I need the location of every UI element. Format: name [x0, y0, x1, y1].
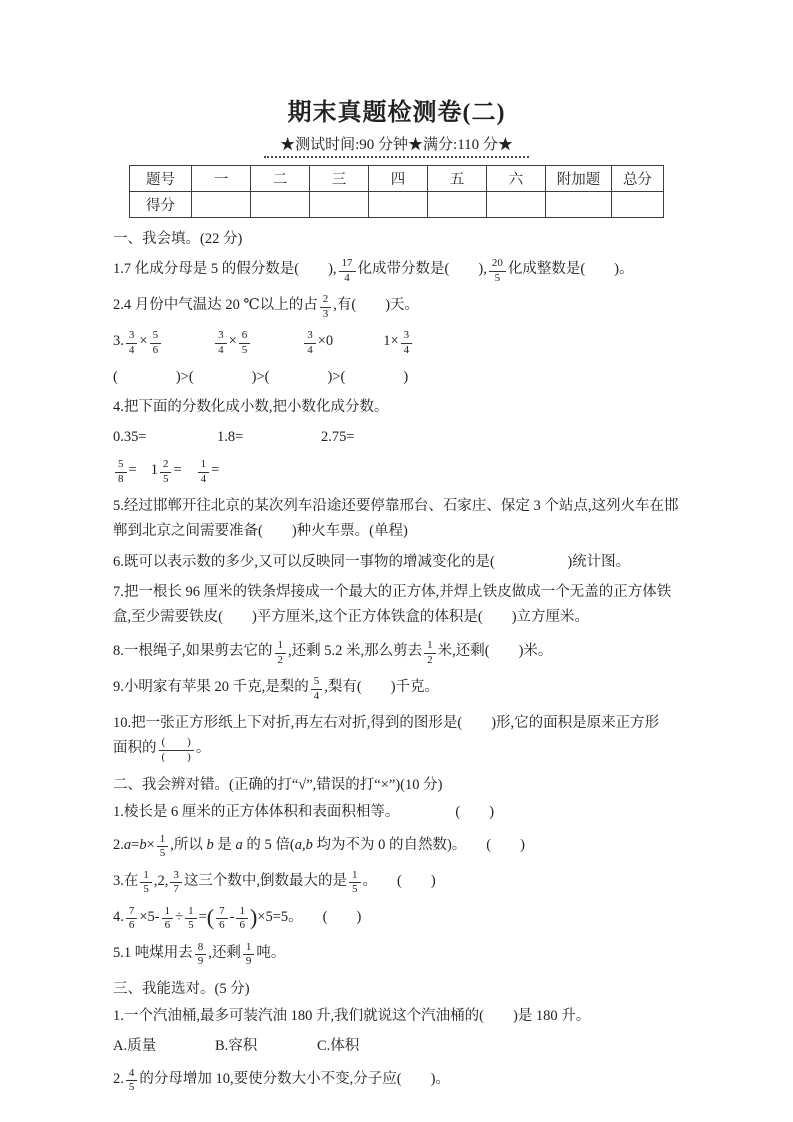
fraction-denominator: 9	[245, 955, 252, 968]
fraction-numerator: 7	[126, 906, 138, 920]
fraction	[115, 459, 127, 485]
fraction-denominator: 6	[239, 919, 245, 932]
score-table-score-row	[130, 192, 664, 218]
score-table	[129, 165, 664, 218]
multiply-sign: ×	[146, 836, 155, 853]
multiply-sign: ×	[139, 333, 148, 350]
minus-sign: -	[229, 908, 235, 925]
answer-blank: ( )	[322, 908, 362, 925]
exam-content	[113, 92, 680, 1103]
question-s2-5	[113, 941, 680, 968]
question-s2-4	[113, 905, 680, 932]
q-line: 7.把一根长 96 厘米的铁条焊接成一个最大的正方体,并焊上铁皮做成一个无盖的正方体铁	[113, 584, 672, 601]
fraction-numerator: 1	[349, 870, 361, 884]
fraction	[275, 640, 287, 666]
header-cell-question-no: 题号	[130, 166, 192, 192]
fraction	[198, 459, 210, 485]
answer-blank: ( )	[486, 836, 525, 853]
fraction	[140, 870, 152, 896]
fraction-numerator: 1	[185, 906, 197, 920]
header-cell-6: 六	[487, 166, 546, 192]
section1-heading: 一、我会填。(22 分)	[113, 231, 243, 247]
fraction-numerator: 3	[215, 330, 227, 344]
exam-info: ★测试时间:90 分钟★满分:110 分★	[264, 133, 529, 158]
expression-3	[302, 329, 334, 356]
question-s1-1	[113, 257, 680, 284]
question-s1-4	[113, 395, 680, 419]
fraction-numerator: 3	[401, 330, 413, 344]
fraction	[424, 640, 436, 666]
question-s3-1	[113, 1004, 680, 1028]
fraction-denominator: 6	[128, 919, 135, 932]
header-cell-5: 五	[428, 166, 487, 192]
q-text: 化成整数是( )。	[507, 261, 634, 277]
fraction-numerator: ( )	[159, 737, 194, 751]
score-cell	[487, 192, 546, 218]
operator-text: ×5-	[139, 908, 160, 925]
fraction-denominator: 6	[164, 919, 171, 932]
fraction-denominator: 4	[403, 343, 410, 356]
fraction-denominator: ( )	[161, 751, 191, 763]
fraction-numerator: 20	[489, 258, 506, 272]
fraction	[489, 258, 506, 284]
q-text: 均为不为 0 的自然数)。	[312, 836, 467, 853]
fraction-denominator: 4	[313, 689, 320, 702]
q-text: 米,还剩( )米。	[437, 643, 553, 660]
answer-blank: ( )	[397, 872, 436, 889]
q-text: 面积的	[113, 740, 157, 757]
fraction-denominator: 9	[197, 955, 204, 968]
fraction	[304, 330, 316, 356]
question-s2-2	[113, 833, 680, 860]
score-cell	[612, 192, 664, 218]
question-s3-2	[113, 1067, 680, 1094]
q-text: ,梨有( )千克。	[324, 679, 440, 696]
compare-blanks: ( )>( )>( )>( )	[113, 369, 409, 386]
fraction-numerator: 5	[150, 330, 162, 344]
equals-sign: =	[128, 462, 137, 479]
q-text: 1×	[383, 333, 399, 350]
equals-sign: =	[198, 908, 207, 925]
variable: a,b	[294, 836, 313, 853]
fraction-numerator: 7	[216, 906, 228, 920]
fraction-denominator: 5	[128, 1081, 135, 1094]
expression-2	[213, 329, 252, 356]
q-text: 是	[213, 836, 236, 853]
fraction-numerator: 2	[320, 294, 332, 308]
q-text: ,2,	[153, 872, 169, 889]
fraction	[126, 1068, 138, 1094]
option-b: B.容积	[215, 1037, 258, 1054]
expression-1	[113, 329, 163, 356]
q-text: 。	[362, 872, 377, 889]
fraction	[236, 906, 248, 932]
q-text: 吨。	[256, 944, 286, 961]
question-s1-4-fractions-line	[113, 458, 680, 485]
q-text: 3.在	[113, 872, 139, 889]
fraction-denominator: 5	[241, 343, 248, 356]
convert-item: 2.75=	[321, 429, 355, 446]
fraction-denominator: 4	[344, 271, 350, 284]
multiply-sign: ×	[228, 333, 237, 350]
fraction-denominator: 6	[152, 343, 159, 356]
fraction-numerator: 6	[239, 330, 251, 344]
multiply-by-zero: ×0	[317, 333, 334, 350]
question-s1-4-decimals-line	[113, 425, 680, 449]
question-s1-5	[113, 494, 680, 544]
fraction-denominator: 4	[200, 472, 207, 485]
fraction	[162, 906, 174, 932]
question-s1-3	[113, 329, 680, 356]
q-text: 9.小明家有苹果 20 千克,是梨的	[113, 679, 309, 696]
option-c: C.体积	[317, 1037, 360, 1054]
q-text: 1.7 化成分母是 5 的假分数是( ),	[113, 261, 337, 277]
fraction-denominator: 6	[219, 919, 225, 932]
fraction-denominator: 2	[277, 653, 283, 666]
score-cell	[251, 192, 310, 218]
q-line: 10.把一张正方形纸上下对折,再左右对折,得到的图形是( )形,它的面积是原来正方形	[113, 715, 660, 732]
fraction-numerator: 1	[198, 459, 210, 473]
fraction	[215, 330, 227, 356]
score-cell	[310, 192, 369, 218]
fraction	[339, 258, 356, 284]
score-row-label: 得分	[130, 192, 192, 218]
fraction-denominator: 5	[162, 472, 169, 485]
header-cell-4: 四	[369, 166, 428, 192]
fraction-numerator: 4	[126, 1068, 138, 1082]
fraction-numerator: 1	[243, 942, 255, 956]
q-text: 2.4 月份中气温达 20 ℃以上的占	[113, 297, 318, 314]
fraction	[150, 330, 162, 356]
convert-item: 0.35=	[113, 429, 147, 446]
question-s1-10	[113, 711, 680, 763]
fraction-numerator: 1	[162, 906, 174, 920]
exam-info-row	[113, 133, 680, 158]
fraction-numerator: 1	[236, 906, 248, 920]
fraction	[126, 906, 138, 932]
section3-heading: 三、我能选对。(5 分)	[113, 980, 250, 997]
fraction-denominator: 5	[494, 271, 501, 284]
q-text: ,有( )天。	[333, 297, 420, 314]
fraction	[170, 870, 182, 896]
fraction-numerator: 1	[275, 640, 287, 654]
fraction-numerator: 3	[126, 330, 138, 344]
q-text: 3.	[113, 333, 124, 350]
fraction-numerator: 2	[160, 459, 172, 473]
q-text: 。	[195, 740, 211, 757]
fraction	[243, 942, 255, 968]
variable: b	[139, 836, 147, 853]
question-s1-9	[113, 675, 680, 702]
question-s1-3-compare-line	[113, 365, 680, 389]
score-cell	[428, 192, 487, 218]
convert-item: 1.8=	[217, 429, 244, 446]
q-text: 5.1 吨煤用去	[113, 944, 193, 961]
q-text: 的 5 倍(	[242, 836, 295, 853]
q-text: 2.	[113, 1070, 124, 1087]
convert-item	[196, 458, 220, 485]
fraction	[157, 834, 169, 860]
fraction-denominator: 5	[352, 883, 358, 896]
fraction-denominator: 3	[322, 307, 329, 320]
question-s1-6	[113, 550, 680, 574]
question-s2-1	[113, 800, 680, 824]
fraction-numerator: 17	[339, 258, 356, 272]
variable: a	[123, 836, 132, 853]
fraction	[239, 330, 251, 356]
q-text: 2.	[113, 836, 124, 853]
fraction	[195, 942, 207, 968]
q-line: 5.经过邯郸开往北京的某次列车沿途还要停靠邢台、石家庄、保定 3 个站点,这列火车在邯	[113, 498, 679, 515]
header-cell-1: 一	[192, 166, 251, 192]
fraction-numerator: 1	[157, 834, 169, 848]
question-s1-7	[113, 580, 680, 630]
header-cell-total: 总分	[612, 166, 664, 192]
q-text: 4.把下面的分数化成小数,把小数化成分数。	[113, 399, 389, 416]
q-text: ,所以	[170, 836, 207, 853]
convert-item	[150, 458, 182, 485]
header-cell-3: 三	[310, 166, 369, 192]
equals-sign: =	[211, 462, 220, 479]
fraction	[401, 330, 413, 356]
q-text: 的分母增加 10,要使分数大小不变,分子应( )。	[139, 1070, 450, 1087]
q-line: 盒,至少需要铁皮( )平方厘米,这个正方体铁盒的体积是( )立方厘米。	[113, 609, 590, 626]
fraction-numerator: 1	[424, 640, 436, 654]
q-text: 4.	[113, 908, 124, 925]
mixed-number-whole: 1	[150, 462, 158, 479]
fraction-numerator: 3	[170, 870, 182, 884]
fraction-numerator: 8	[195, 942, 207, 956]
fraction-numerator: 5	[311, 676, 323, 690]
fraction	[216, 906, 228, 932]
score-cell	[546, 192, 612, 218]
fraction-denominator: 4	[128, 343, 135, 356]
page-title: 期末真题检测卷(二)	[287, 100, 506, 126]
fraction-denominator: 5	[143, 883, 149, 896]
score-cell	[369, 192, 428, 218]
q-text: 6.既可以表示数的多少,又可以反映同一事物的增减变化的是( )统计图。	[113, 554, 631, 571]
equals-sign: =	[131, 836, 140, 853]
divide-sign: ÷	[175, 908, 184, 925]
question-s3-1-options	[113, 1034, 680, 1058]
score-table-header-row	[130, 166, 664, 192]
fraction-denominator: 2	[427, 653, 433, 666]
fraction-numerator: 3	[304, 330, 316, 344]
fraction-denominator: 8	[118, 472, 124, 485]
variable: a	[235, 836, 243, 853]
q-text: 8.一根绳子,如果剪去它的	[113, 643, 273, 660]
fraction	[349, 870, 361, 896]
variable: b	[206, 836, 214, 853]
q-text: 这三个数中,倒数最大的是	[183, 872, 347, 889]
score-cell	[192, 192, 251, 218]
answer-blank: ( )	[455, 803, 495, 820]
fraction-denominator: 7	[173, 883, 179, 896]
fraction	[311, 676, 323, 702]
fraction-numerator: 5	[115, 459, 127, 473]
q-line: 郸到北京之间需要准备( )种火车票。(单程)	[113, 523, 408, 540]
convert-item	[113, 458, 137, 485]
fraction	[126, 330, 138, 356]
header-cell-2: 二	[251, 166, 310, 192]
fraction-denominator: 5	[159, 847, 166, 860]
question-s1-8	[113, 639, 680, 666]
header-cell-extra: 附加题	[546, 166, 612, 192]
question-s2-3	[113, 869, 680, 896]
fraction	[160, 459, 172, 485]
fraction-numerator: 1	[140, 870, 152, 884]
equals-sign: =	[173, 462, 182, 479]
option-a: A.质量	[113, 1037, 157, 1054]
q-text: 1.一个汽油桶,最多可装汽油 180 升,我们就说这个汽油桶的( )是 180 升。	[113, 1007, 591, 1024]
fraction	[185, 906, 197, 932]
blank-fraction	[159, 737, 194, 763]
q-text: 化成带分数是( ),	[357, 261, 487, 277]
q-text: ,还剩 5.2 米,那么剪去	[288, 643, 423, 660]
close-paren: )	[249, 904, 258, 929]
fraction-denominator: 4	[218, 343, 224, 356]
question-s1-2	[113, 293, 680, 320]
open-paren: (	[206, 904, 215, 929]
fraction-denominator: 5	[188, 919, 194, 932]
q-text: ×5=5。	[257, 908, 303, 925]
q-line	[113, 736, 680, 763]
fraction-denominator: 4	[307, 343, 313, 356]
fraction	[320, 294, 332, 320]
expression-4	[383, 329, 414, 356]
section2-heading: 二、我会辨对错。(正确的打“√”,错误的打“×”)(10 分)	[113, 776, 443, 793]
q-text: ,还剩	[208, 944, 241, 961]
q-text: 1.棱长是 6 厘米的正方体体积和表面积相等。	[113, 803, 400, 820]
